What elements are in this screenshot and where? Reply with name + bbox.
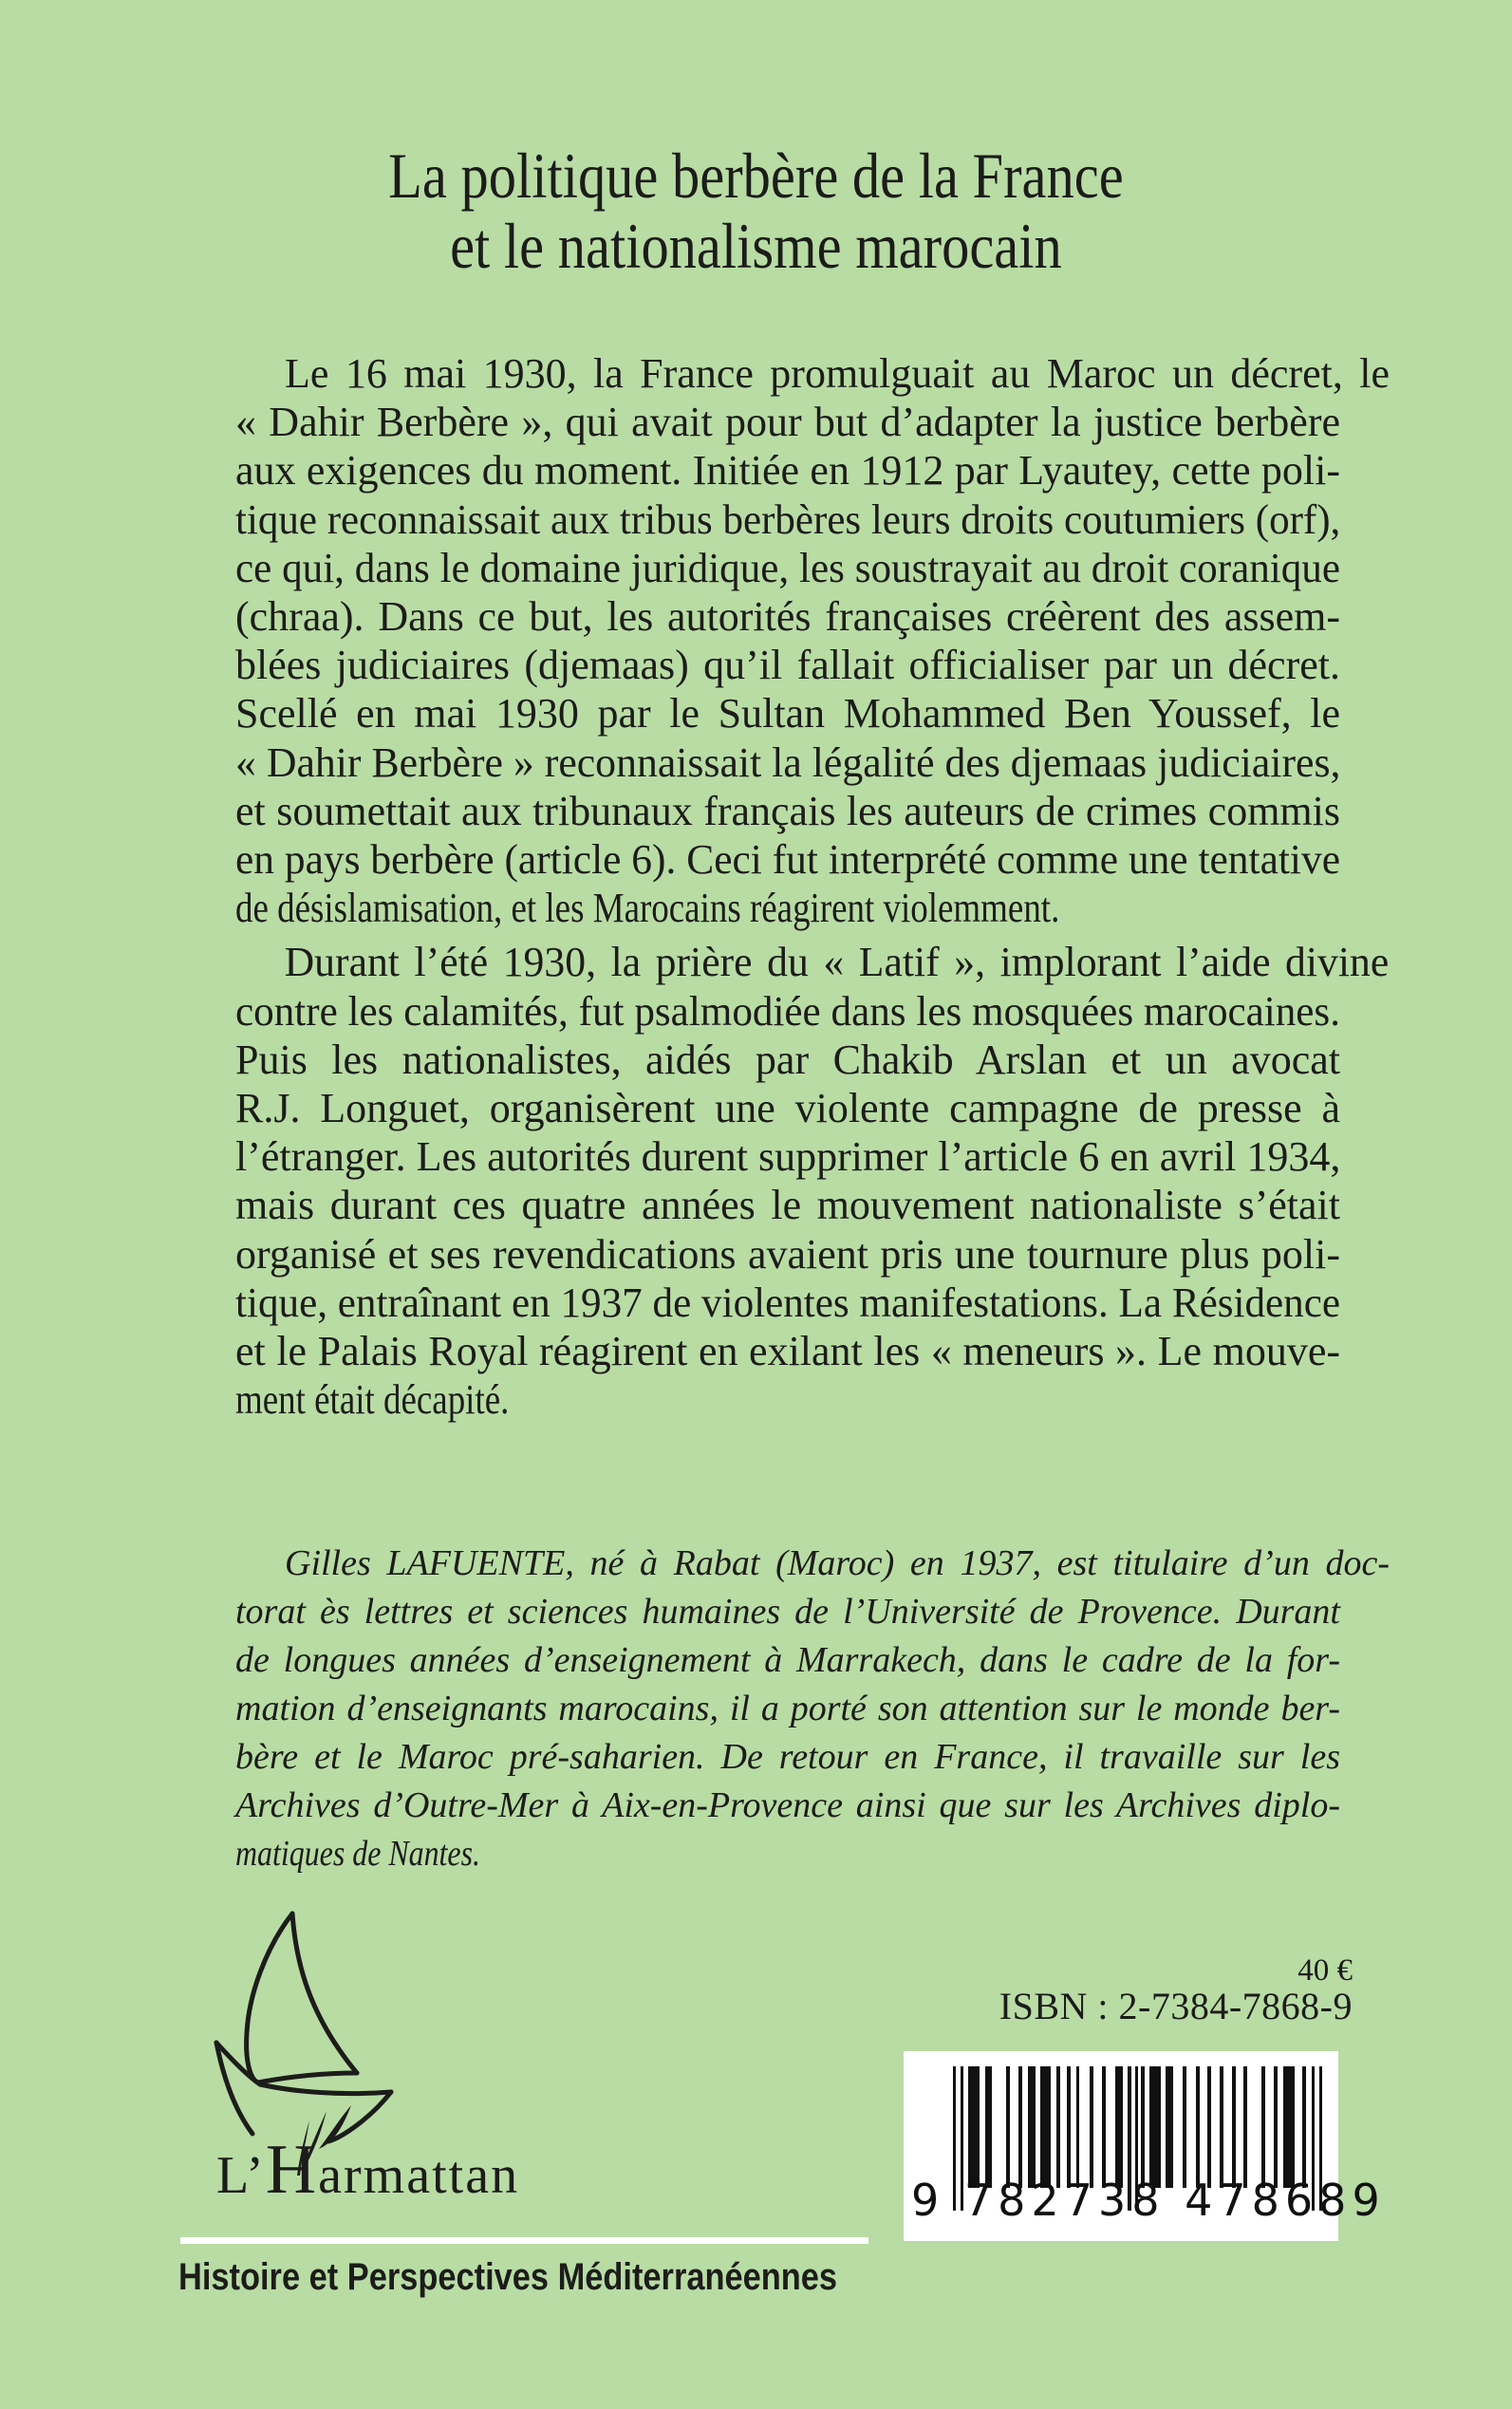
bio-line: matiques de Nantes.	[235, 1834, 480, 1874]
text-line: ment était décapité.	[235, 1376, 510, 1424]
text-line: « Dahir Berbère » reconnaissait la légalité des djemaas judiciaires,	[235, 738, 1341, 786]
bio-line: Archives d’Outre-Mer à Aix-en-Provence ainsi que sur les Archives diplo-	[235, 1785, 1340, 1825]
text-line: blées judiciaires (djemaas) qu’il fallait officialiser par un décret.	[235, 642, 1340, 689]
text-line: « Dahir Berbère », qui avait pour but d’adapter la justice berbère	[235, 399, 1340, 446]
text-line: et soumettait aux tribunaux français les auteurs de crimes commis	[235, 787, 1340, 834]
bio-line: Gilles LAFUENTE, né à Rabat (Maroc) en 1937, est titulaire d’un doc-	[285, 1543, 1390, 1583]
text-line: et le Palais Royal réagirent en exilant les « meneurs ». Le mouve-	[235, 1328, 1340, 1375]
book-title-line-2: et le nationalisme marocain	[450, 210, 1062, 282]
series-title: Histoire et Perspectives Méditerranéennes	[178, 2256, 838, 2298]
price-label: 40 €	[1297, 1953, 1353, 1988]
text-line: ce qui, dans le domaine juridique, les soustrayait au droit coranique	[235, 544, 1340, 591]
barcode	[904, 2051, 1386, 2241]
text-line: R.J. Longuet, organisèrent une violente campagne de presse à	[235, 1085, 1340, 1132]
text-line: mais durant ces quatre années le mouvement nationaliste s’était	[235, 1182, 1340, 1229]
text-line: Scellé en mai 1930 par le Sultan Mohammed Ben Youssef, le	[235, 690, 1340, 738]
divider-rule	[180, 2237, 868, 2244]
summary-text	[235, 349, 1390, 1424]
bio-line: torat ès lettres et sciences humaines de l’Université de Provence. Durant	[235, 1592, 1340, 1632]
text-line: de désislamisation, et les Marocains réagirent violemment.	[235, 885, 1060, 932]
publisher-name: L’Harmattan	[216, 2131, 520, 2209]
text-line: en pays berbère (article 6). Ceci fut interprété comme une tentative	[235, 836, 1340, 884]
summary-paragraph-1	[235, 349, 1390, 932]
summary-paragraph-2	[235, 938, 1390, 1424]
text-line: contre les calamités, fut psalmodiée dans les mosquées marocaines.	[235, 987, 1340, 1035]
text-line: Durant l’été 1930, la prière du « Latif », implorant l’aide divine	[284, 939, 1390, 986]
text-line: tique reconnaissait aux tribus berbères leurs droits coutumiers (orf),	[235, 495, 1341, 543]
text-line: aux exigences du moment. Initiée en 1912 par Lyautey, cette poli-	[235, 447, 1340, 495]
text-line: (chraa). Dans ce but, les autorités françaises créèrent des assem-	[235, 593, 1340, 641]
text-line: organisé et ses revendications avaient pris une tournure plus poli-	[235, 1230, 1340, 1278]
book-title	[105, 140, 1406, 281]
text-line: Le 16 mai 1930, la France promulguait au Maroc un décret, le	[285, 350, 1390, 397]
bio-line: bère et le Maroc pré-saharien. De retour en France, il travaille sur les	[235, 1737, 1340, 1777]
isbn-label: ISBN : 2-7384-7868-9	[999, 1985, 1353, 2027]
text-line: l’étranger. Les autorités durent supprimer l’article 6 en avril 1934,	[235, 1133, 1341, 1181]
bio-line: de longues années d’enseignement à Marrakech, dans le cadre de la for-	[235, 1640, 1340, 1680]
text-line: tique, entraînant en 1937 de violentes manifestations. La Résidence	[235, 1279, 1340, 1326]
text-line: Puis les nationalistes, aidés par Chakib Arslan et un avocat	[235, 1036, 1340, 1083]
barcode-number: 9 782738 478689	[911, 2175, 1386, 2226]
author-bio	[235, 1540, 1390, 1878]
book-title-line-1: La politique berbère de la France	[388, 140, 1124, 212]
bio-line: mation d’enseignants marocains, il a porté son attention sur le monde ber-	[235, 1689, 1340, 1728]
publisher-logo	[190, 1910, 520, 2213]
